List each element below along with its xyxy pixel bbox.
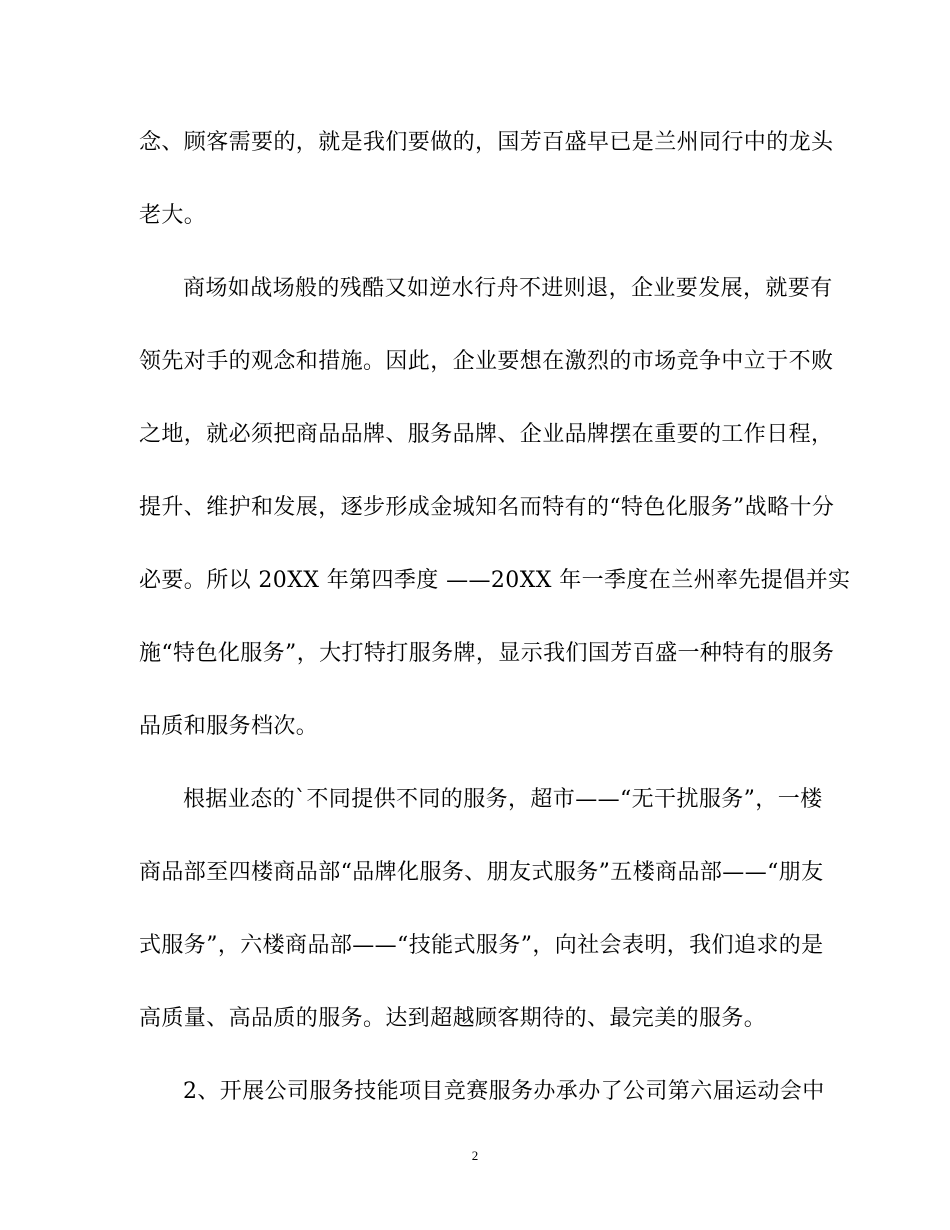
text-line: 式服务”，六楼商品部——“技能式服务”，向社会表明，我们追求的是 [139,933,824,958]
text-line: 施“特色化服务”，大打特打服务牌，显示我们国芳百盛一种特有的服务 [139,641,835,666]
page-number: 2 [471,1148,479,1163]
text-line: 念、顾客需要的，就是我们要做的，国芳百盛早已是兰州同行中的龙头 [139,130,834,155]
paragraph-start-line: 2、开展公司服务技能项目竞赛服务办承办了公司第六届运动会中 [183,1079,825,1104]
text-line: 老大。 [139,203,207,228]
paragraph-start-line: 根据业态的`不同提供不同的服务，超市——“无干扰服务”，一楼 [183,787,823,812]
text-line: 商品部至四楼商品部“品牌化服务、朋友式服务”五楼商品部——“朋友 [139,860,824,885]
text-line: 提升、维护和发展，逐步形成金城知名而特有的“特色化服务”战略十分 [139,495,835,520]
text-line: 领先对手的观念和措施。因此，企业要想在激烈的市场竞争中立于不败 [139,349,834,374]
text-line: 品质和服务档次。 [139,714,319,739]
paragraph-start-line: 商场如战场般的残酷又如逆水行舟不进则退，企业要发展，就要有 [183,276,833,301]
text-line: 之地，就必须把商品品牌、服务品牌、企业品牌摆在重要的工作日程， [139,422,834,447]
text-line: 高质量、高品质的服务。达到超越顾客期待的、最完美的服务。 [139,1006,767,1031]
text-line: 必要。所以 20XX 年第四季度 ——20XX 年一季度在兰州率先提倡并实 [139,568,851,593]
